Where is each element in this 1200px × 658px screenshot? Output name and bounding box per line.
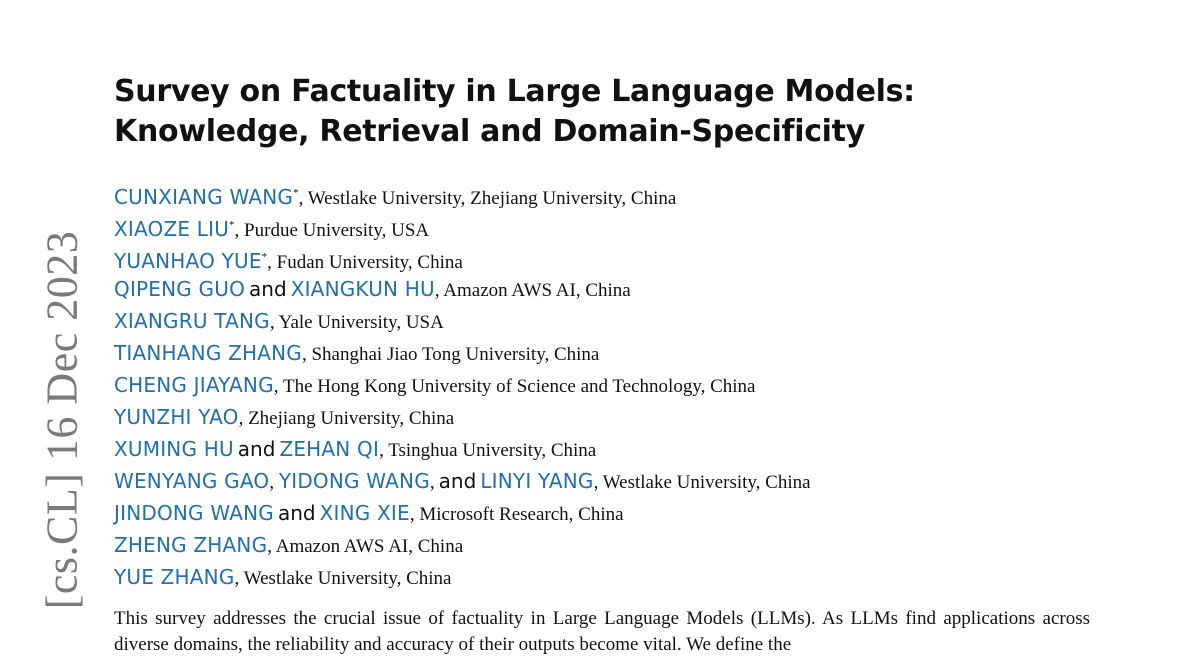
author-conjunction: and: [277, 501, 316, 525]
author-list: [114, 177, 1174, 593]
equal-contribution-mark: *: [293, 187, 299, 199]
author-name-link[interactable]: XUMING HU: [114, 437, 234, 461]
author-affiliation: Westlake University, China: [602, 472, 811, 493]
author-name-link[interactable]: CHENG JIAYANG: [114, 373, 274, 397]
author-line: YUNZHI YAO, Zhejiang University, China: [114, 405, 455, 429]
author-name-link[interactable]: YIDONG WANG: [278, 469, 430, 493]
author-name-link[interactable]: YUNZHI YAO: [114, 405, 239, 429]
author-affiliation: Amazon AWS AI, China: [443, 280, 631, 301]
author-line: CHENG JIAYANG, The Hong Kong University of Science and Technology, China: [114, 373, 756, 397]
author-name-link[interactable]: XIANGRU TANG: [114, 309, 270, 333]
author-name-link[interactable]: ZEHAN QI: [279, 437, 380, 461]
abstract-text: This survey addresses the crucial issue of factuality in Large Language Models (LLMs). As LLMs find applications across diverse domains, the reliability and accuracy of their outputs become vital. We define the: [114, 608, 1090, 655]
author-affiliation: Tsinghua University, China: [388, 440, 597, 461]
author-line: WENYANG GAO, YIDONG WANG, and LINYI YANG, Westlake University, China: [114, 469, 811, 493]
author-line: XIAOZE LIU*, Purdue University, USA: [114, 217, 430, 241]
author-affiliation: Microsoft Research, China: [419, 504, 624, 525]
author-name-link[interactable]: WENYANG GAO: [114, 469, 270, 493]
author-name-link[interactable]: LINYI YANG: [480, 469, 594, 493]
author-affiliation: Amazon AWS AI, China: [275, 536, 464, 557]
paper-title: Survey on Factuality in Large Language Models: Knowledge, Retrieval and Domain-Specificity: [114, 74, 915, 149]
author-name-link[interactable]: XIANGKUN HU: [290, 277, 435, 301]
author-name-link[interactable]: XIAOZE LIU: [114, 217, 230, 241]
author-affiliation: Purdue University, USA: [244, 220, 430, 241]
author-line: XIANGRU TANG, Yale University, USA: [114, 309, 444, 333]
arxiv-stamp: [cs.CL] 16 Dec 2023: [37, 230, 87, 610]
author-line: CUNXIANG WANG*, Westlake University, Zhejiang University, China: [114, 185, 677, 209]
author-line: XUMING HU and ZEHAN QI, Tsinghua University, China: [114, 437, 597, 461]
author-name-link[interactable]: CUNXIANG WANG: [114, 185, 294, 209]
author-line: YUE ZHANG, Westlake University, China: [114, 565, 452, 589]
author-name-link[interactable]: TIANHANG ZHANG: [114, 341, 302, 365]
author-conjunction: and: [438, 469, 477, 493]
equal-contribution-mark: *: [229, 219, 235, 231]
author-name-link[interactable]: ZHENG ZHANG: [114, 533, 268, 557]
author-affiliation: Westlake University, China: [243, 568, 452, 589]
equal-contribution-mark: *: [261, 251, 268, 263]
author-name-link[interactable]: YUE ZHANG: [114, 565, 235, 589]
author-affiliation: Westlake University, Zhejiang University, China: [307, 188, 677, 209]
author-name-link[interactable]: XING XIE: [319, 501, 410, 525]
author-affiliation: Yale University, USA: [278, 312, 444, 333]
author-affiliation: Fudan University, China: [276, 252, 463, 273]
author-line: YUANHAO YUE*, Fudan University, China: [114, 249, 463, 273]
author-affiliation: Shanghai Jiao Tong University, China: [311, 344, 600, 365]
author-conjunction: and: [237, 437, 276, 461]
author-line: QIPENG GUO and XIANGKUN HU, Amazon AWS AI, China: [114, 277, 631, 301]
author-conjunction: and: [249, 277, 287, 301]
author-affiliation: The Hong Kong University of Science and Technology, China: [282, 376, 756, 397]
author-line: JINDONG WANG and XING XIE, Microsoft Research, China: [114, 501, 624, 525]
author-name-link[interactable]: QIPENG GUO: [114, 277, 246, 301]
author-line: TIANHANG ZHANG, Shanghai Jiao Tong University, China: [114, 341, 600, 365]
author-affiliation: Zhejiang University, China: [248, 408, 455, 429]
author-name-link[interactable]: YUANHAO YUE: [114, 249, 262, 273]
author-line: ZHENG ZHANG, Amazon AWS AI, China: [114, 533, 464, 557]
author-name-link[interactable]: JINDONG WANG: [114, 501, 274, 525]
